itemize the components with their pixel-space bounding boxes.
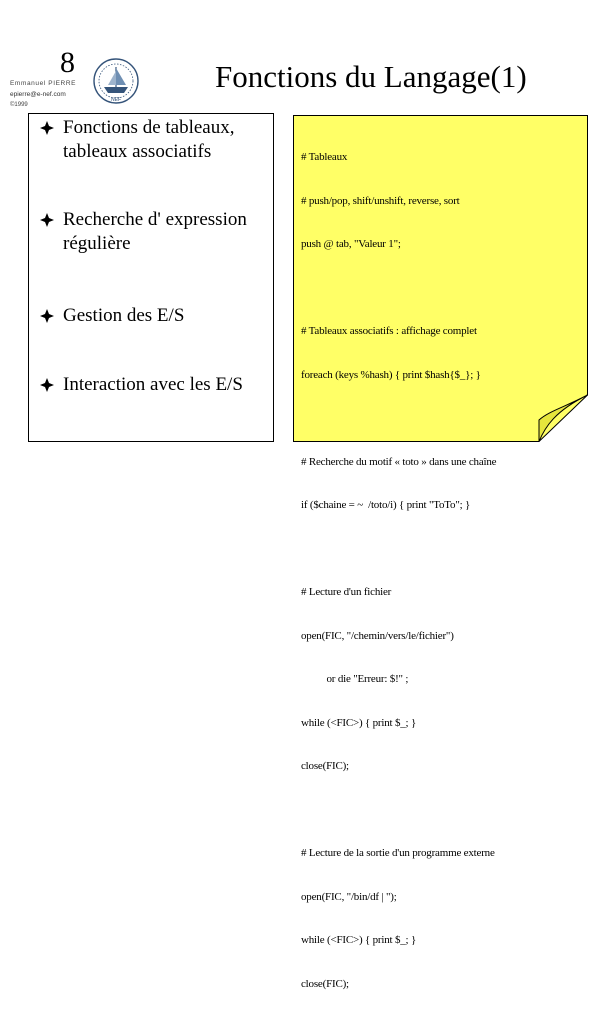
code-note	[293, 115, 588, 990]
code-line: close(FIC);	[301, 760, 349, 772]
slide-number: 8	[60, 46, 75, 79]
code-block	[301, 121, 496, 1020]
bullet-text: tableaux associatifs	[63, 141, 212, 162]
diamond-bullet-icon	[39, 308, 55, 324]
bullet-text: Interaction avec les E/S	[63, 374, 243, 395]
nef-logo-icon	[92, 57, 140, 105]
bullets-box	[28, 113, 274, 442]
code-line	[301, 411, 496, 426]
bullet-text: régulière	[63, 233, 131, 254]
code-line: if ($chaine = ~ /toto/i) { print "ToTo"; }	[301, 499, 471, 511]
diamond-bullet-icon	[39, 212, 55, 228]
logo-text: NEF	[111, 97, 121, 103]
author-name: Emmanuel PIERRE	[10, 80, 77, 87]
code-line: # Lecture de la sortie d'un programme externe	[301, 847, 495, 859]
code-line: open(FIC, "/bin/df | ");	[301, 890, 397, 903]
code-line: close(FIC);	[301, 977, 349, 990]
bullet-item	[39, 116, 235, 164]
code-line: # push/pop, shift/unshift, reverse, sort	[301, 194, 460, 207]
bullet-text: Recherche d' expression	[63, 209, 247, 230]
code-line: # Lecture d'un fichier	[301, 586, 392, 598]
copyright-text: ©1999	[10, 102, 28, 108]
code-line: or die "Erreur: $!" ;	[301, 673, 409, 685]
diamond-bullet-icon	[39, 120, 55, 136]
code-line: foreach (keys %hash) { print $hash{$_}; }	[301, 368, 481, 381]
code-line: # Recherche du motif « toto » dans une chaîne	[301, 455, 497, 468]
code-line: open(FIC, "/chemin/vers/le/fichier")	[301, 629, 454, 642]
bullet-item	[39, 208, 247, 256]
diamond-bullet-icon	[39, 377, 55, 393]
code-line: while (<FIC>) { print $_; }	[301, 716, 417, 729]
bullet-text: Fonctions de tableaux,	[63, 117, 235, 138]
code-line	[301, 803, 496, 818]
code-line	[301, 281, 496, 296]
bullet-text: Gestion des E/S	[63, 305, 185, 326]
code-line: # Tableaux associatifs : affichage complet	[301, 325, 477, 337]
author-email: epierre@e-nef.com	[10, 91, 66, 98]
slide-title: Fonctions du Langage(1)	[215, 59, 527, 94]
bullet-item	[39, 304, 184, 328]
code-line	[301, 542, 496, 557]
bullet-item	[39, 373, 243, 397]
code-line: # Tableaux	[301, 151, 348, 163]
code-line: while (<FIC>) { print $_; }	[301, 934, 417, 946]
code-line: push @ tab, "Valeur 1";	[301, 238, 401, 250]
